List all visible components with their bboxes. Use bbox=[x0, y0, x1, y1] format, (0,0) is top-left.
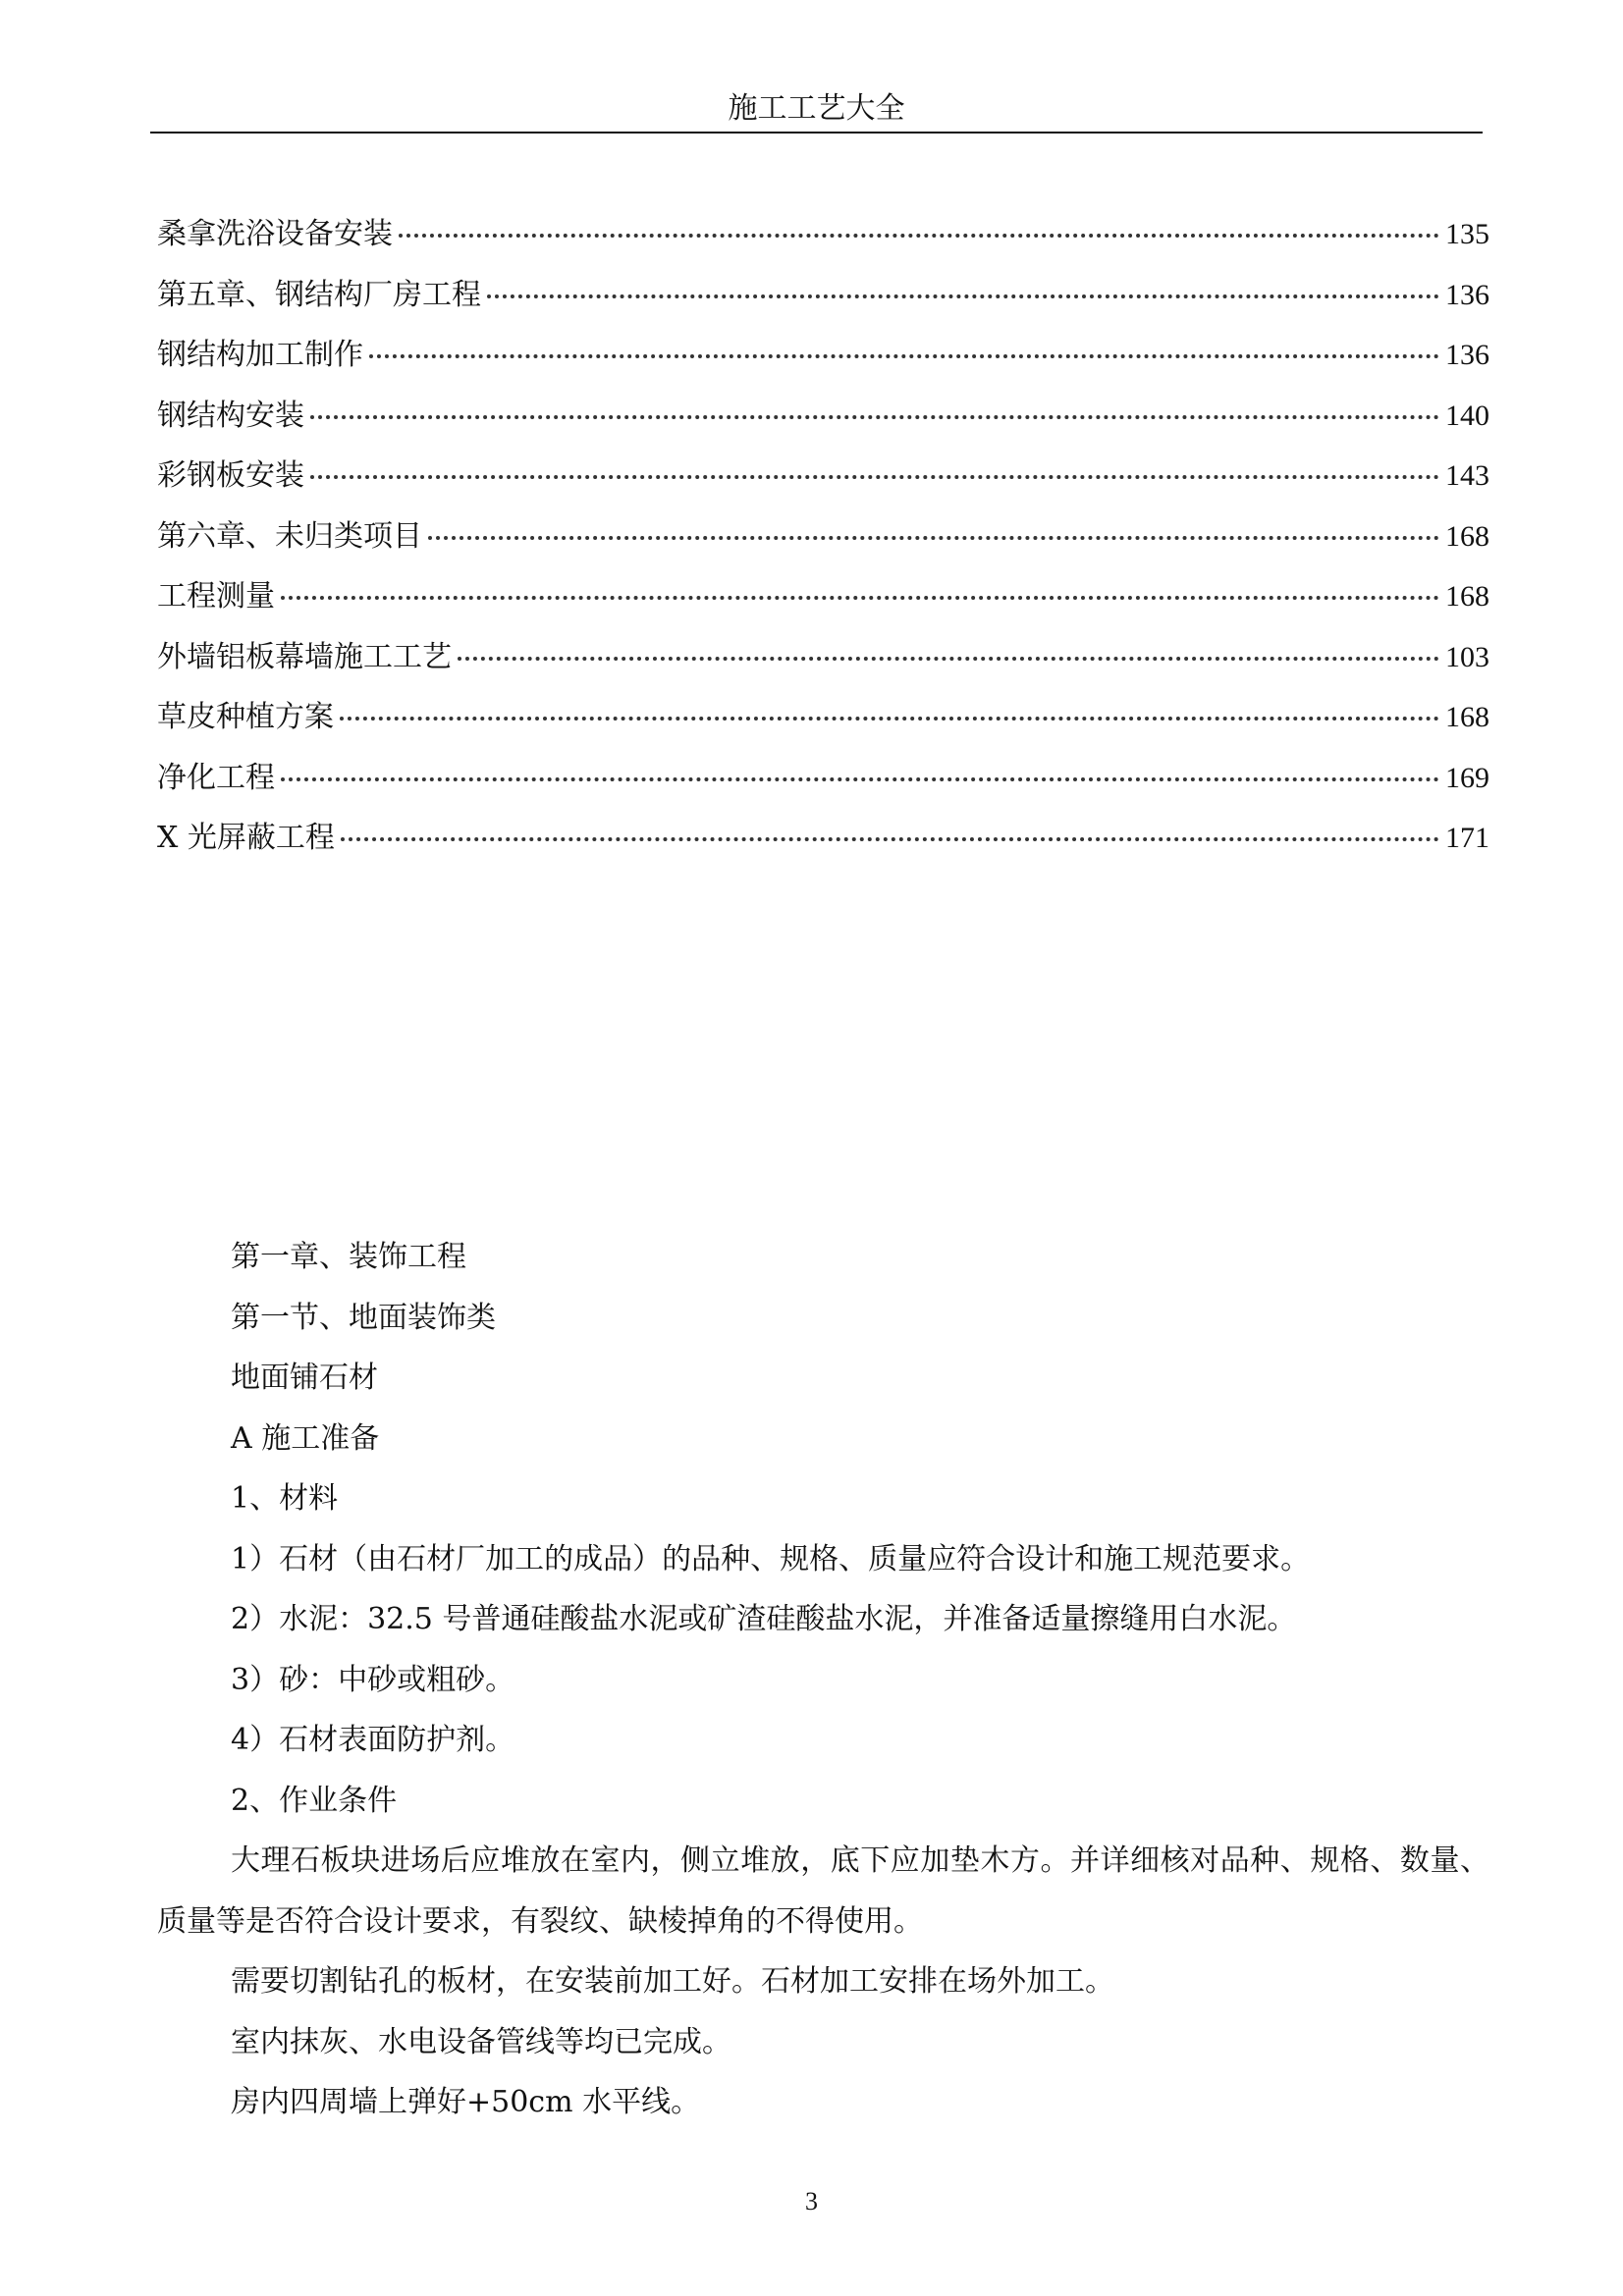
toc-entry-page: 171 bbox=[1445, 822, 1489, 854]
table-of-contents bbox=[157, 204, 1489, 869]
toc-entry-page: 135 bbox=[1445, 218, 1489, 250]
toc-entry[interactable] bbox=[157, 748, 1489, 809]
subsection-heading: 地面铺石材 bbox=[231, 1361, 378, 1395]
toc-entry[interactable] bbox=[157, 325, 1489, 386]
toc-leader-dots bbox=[487, 294, 1439, 298]
header-title: 施工工艺大全 bbox=[728, 91, 905, 126]
document-body bbox=[157, 1227, 1489, 2133]
part-heading: A 施工准备 bbox=[231, 1420, 380, 1456]
item-heading: 1、材料 bbox=[231, 1481, 339, 1516]
toc-entry-title: 外墙铝板幕墙施工工艺 bbox=[157, 639, 452, 674]
toc-entry-title: 桑拿洗浴设备安装 bbox=[157, 217, 393, 251]
page-footer bbox=[0, 2187, 1623, 2216]
toc-leader-dots bbox=[340, 716, 1439, 721]
toc-leader-dots bbox=[310, 414, 1439, 419]
toc-entry[interactable] bbox=[157, 808, 1489, 869]
toc-entry-title: 草皮种植方案 bbox=[157, 700, 334, 734]
body-paragraph: 房内四周墙上弹好+50cm 水平线。 bbox=[231, 2085, 701, 2119]
toc-entry[interactable] bbox=[157, 386, 1489, 447]
body-paragraph: 2）水泥：32.5 号普通硅酸盐水泥或矿渣硅酸盐水泥，并准备适量擦缝用白水泥。 bbox=[231, 1602, 1297, 1636]
chapter-heading: 第一章、装饰工程 bbox=[231, 1240, 466, 1274]
toc-entry[interactable] bbox=[157, 265, 1489, 326]
toc-leader-dots bbox=[458, 656, 1439, 661]
toc-entry-title: 净化工程 bbox=[157, 760, 275, 795]
toc-entry-title: 彩钢板安装 bbox=[157, 458, 304, 493]
toc-entry-title: 钢结构加工制作 bbox=[157, 338, 363, 372]
toc-entry-page: 143 bbox=[1445, 459, 1489, 492]
toc-entry-page: 103 bbox=[1445, 640, 1489, 673]
toc-leader-dots bbox=[399, 233, 1439, 238]
page-header bbox=[150, 86, 1483, 133]
toc-entry[interactable] bbox=[157, 507, 1489, 567]
body-paragraph: 1）石材（由石材厂加工的成品）的品种、规格、质量应符合设计和施工规范要求。 bbox=[231, 1541, 1311, 1576]
toc-entry[interactable] bbox=[157, 627, 1489, 688]
toc-entry-page: 136 bbox=[1445, 339, 1489, 371]
toc-leader-dots bbox=[341, 836, 1439, 841]
page-number: 3 bbox=[805, 2187, 818, 2216]
toc-entry-title: 第五章、钢结构厂房工程 bbox=[157, 277, 481, 312]
toc-entry-title: 工程测量 bbox=[157, 579, 275, 614]
toc-entry-page: 168 bbox=[1445, 580, 1489, 613]
toc-entry-title: 第六章、未归类项目 bbox=[157, 518, 422, 554]
toc-entry[interactable] bbox=[157, 566, 1489, 627]
toc-entry[interactable] bbox=[157, 687, 1489, 748]
body-paragraph: 4）石材表面防护剂。 bbox=[231, 1723, 515, 1757]
body-paragraph: 3）砂：中砂或粗砂。 bbox=[231, 1662, 515, 1697]
toc-entry[interactable] bbox=[157, 204, 1489, 265]
toc-entry-page: 169 bbox=[1445, 761, 1489, 794]
item-heading: 2、作业条件 bbox=[231, 1783, 398, 1818]
toc-leader-dots bbox=[369, 353, 1439, 358]
toc-leader-dots bbox=[428, 535, 1439, 540]
body-paragraph: 室内抹灰、水电设备管线等均已完成。 bbox=[231, 2024, 731, 2059]
toc-entry-title: X 光屏蔽工程 bbox=[157, 821, 335, 855]
toc-entry-page: 168 bbox=[1445, 701, 1489, 733]
toc-entry-page: 136 bbox=[1445, 278, 1489, 311]
body-paragraph: 需要切割钻孔的板材，在安装前加工好。石材加工安排在场外加工。 bbox=[231, 1964, 1114, 1999]
section-heading: 第一节、地面装饰类 bbox=[231, 1300, 496, 1335]
toc-entry-page: 168 bbox=[1445, 519, 1489, 553]
toc-leader-dots bbox=[310, 474, 1439, 479]
toc-leader-dots bbox=[281, 595, 1439, 600]
toc-entry-page: 140 bbox=[1445, 399, 1489, 432]
body-paragraph: 大理石板块进场后应堆放在室内，侧立堆放，底下应加垫木方。并详细核对品种、规格、数量、质量等是否符合设计要求，有裂纹、缺棱掉角的不得使用。 bbox=[157, 1843, 1489, 1939]
toc-entry[interactable] bbox=[157, 446, 1489, 507]
toc-entry-title: 钢结构安装 bbox=[157, 398, 304, 433]
toc-leader-dots bbox=[281, 776, 1439, 781]
